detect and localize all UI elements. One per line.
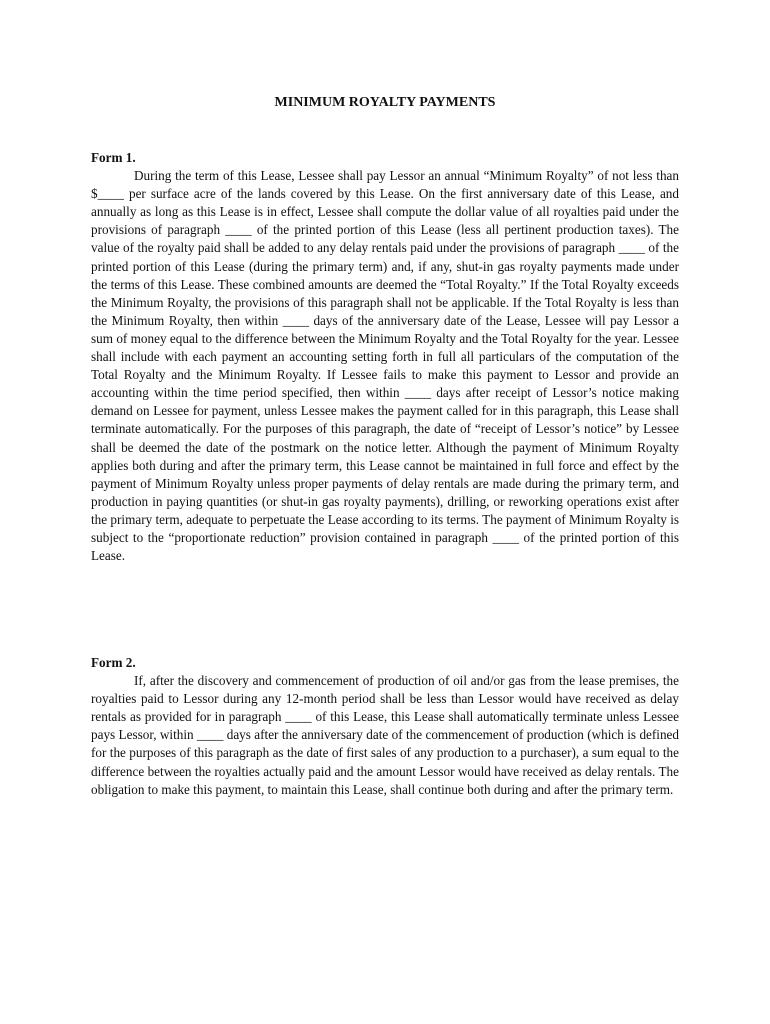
section-body: During the term of this Lease, Lessee shall pay Lessor an annual “Minimum Royalty” of not less than $____ per surface acre of the lands covered by this Lease. On the first anniversary date of this Lease, and annually as long as this Lease is in effect, Lessee shall compute the dollar value of all royalties paid under the provisions of paragraph ____ of the printed portion of this Lease (less all pertinent production taxes). The value of the royalty paid shall be added to any delay rentals paid under the provisions of paragraph ____ of the printed portion of this Lease (during the primary term) and, if any, shut-in gas royalty payments made under the terms of this Lease. These combined amounts are deemed the “Total Royalty.” If the Total Royalty exceeds the Minimum Royalty, the provisions of this paragraph shall not be applicable. If the Total Royalty is less than the Minimum Royalty, then within ____ days of the anniversary date of the Lease, Lessee will pay Lessor a sum of money equal to the difference between the Minimum Royalty and the Total Royalty for the year. Lessee shall include with each payment an accounting setting forth in full all particulars of the computation of the Total Royalty and the Minimum Royalty. If Lessee fails to make this payment to Lessor and provide an accounting within the time period specified, then within ____ days after receipt of Lessor’s notice making demand on Lessee for payment, unless Lessee makes the payment called for in this paragraph, this Lease shall terminate automatically. For the purposes of this paragraph, the date of “receipt of Lessor’s notice” by Lessee shall be deemed the date of the postmark on the notice letter. Although the payment of Minimum Royalty applies both during and after the primary term, this Lease cannot be maintained in full force and effect by the payment of Minimum Royalty unless proper payments of delay rentals are made during the primary term, and production in paying quantities (or shut-in gas royalty payments), drilling, or reworking operations exist after the primary term, adequate to perpetuate the Lease according to its terms. The payment of Minimum Royalty is subject to the “proportionate reduction” provision contained in paragraph ____ of the printed portion of this Lease.: [91, 168, 679, 564]
section-heading: Form 2.: [91, 655, 136, 670]
section-form-2: [91, 654, 679, 799]
section-form-1: [91, 149, 679, 565]
document-title: MINIMUM ROYALTY PAYMENTS: [274, 95, 496, 110]
section-heading: Form 1.: [91, 150, 136, 165]
section-body: If, after the discovery and commencement of production of oil and/or gas from the lease premises, the royalties paid to Lessor during any 12-month period shall be less than Lessor would have received as delay rentals as provided for in paragraph ____ of this Lease, this Lease shall automatically terminate unless Lessee pays Lessor, within ____ days after the anniversary date of the commencement of production (which is defined for the purposes of this paragraph as the date of first sales of any production to a purchaser), a sum equal to the difference between the royalties actually paid and the amount Lessor would have received as delay rentals. The obligation to make this payment, to maintain this Lease, shall continue both during and after the primary term.: [91, 673, 679, 797]
